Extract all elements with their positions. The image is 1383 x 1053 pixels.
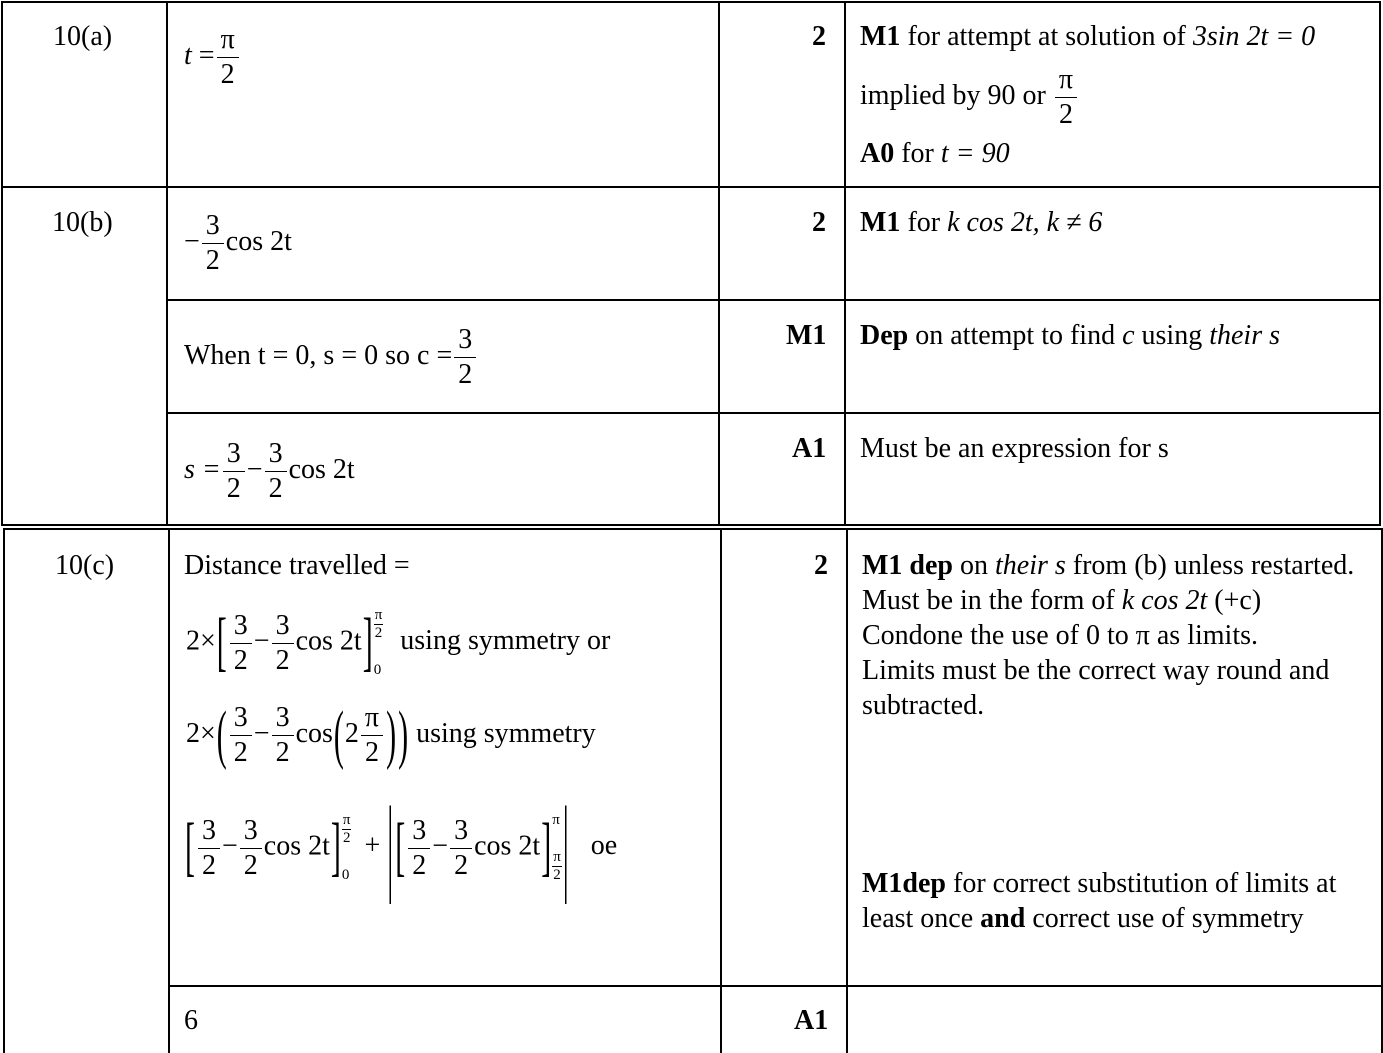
guidance-10a-line3: A0 for t = 90 xyxy=(860,138,1010,169)
marks-10b-row3: A1 xyxy=(792,433,827,464)
marks-10c-final: A1 xyxy=(794,1005,829,1036)
guidance-10c-block2: M1dep for correct substitution of limits at least once and correct use of symmetry xyxy=(862,868,1337,934)
row-divider-10a-10b xyxy=(1,186,1381,188)
table-border-mid-1 xyxy=(1,524,1381,526)
col-line-1-top xyxy=(166,1,168,526)
question-label-10b: 10(b) xyxy=(52,207,113,238)
col-line-3-top xyxy=(844,1,846,526)
guidance-10b-row1: M1 for k cos 2t, k ≠ 6 xyxy=(860,207,1103,238)
answer-10b-row2: When t = 0, s = 0 so c = $\frac{3}{2}$ xyxy=(184,326,478,389)
marks-10c: 2 xyxy=(814,550,828,581)
col-line-1-bottom xyxy=(168,528,170,1053)
col-line-left-top xyxy=(1,1,3,526)
col-line-2-top xyxy=(718,1,720,526)
marks-10a: 2 xyxy=(812,21,826,52)
guidance-10b-row3: Must be an expression for s xyxy=(860,433,1169,464)
answer-10a: t = $\frac{\pi}{2}$ xyxy=(184,26,241,89)
col-line-2-bottom xyxy=(720,528,722,1053)
question-label-10a: 10(a) xyxy=(53,21,113,52)
answer-10c-line1: Distance travelled = xyxy=(184,550,410,581)
guidance-10a-line2: implied by 90 or $\frac{\pi}{2}$ xyxy=(860,66,1079,129)
answer-10c-line2: 2×[ $\frac{3}{2}$ − $\frac{3}{2}$ cos 2t] π 2 0 using symmetry or xyxy=(186,605,611,679)
marks-10b-row2: M1 xyxy=(786,320,827,351)
answer-10b-row3: s = $\frac{3}{2}$ − $\frac{3}{2}$ cos 2t xyxy=(184,438,355,504)
row-divider-10b-1 xyxy=(167,299,1381,301)
answer-10c-final: 6 xyxy=(184,1005,198,1036)
row-divider-10c xyxy=(169,985,1383,987)
answer-10c-line3: 2×( $\frac{3}{2}$ − $\frac{3}{2}$ cos(2 $\frac{\pi}{2}$ )) using symmetry xyxy=(186,698,596,771)
row-divider-10b-2 xyxy=(167,412,1381,414)
guidance-10c-block1: M1 dep on their s from (b) unless restarted. Must be in the form of k cos 2t (+c) Condone the use of 0 to π as limits. Limits must be the correct way round and subtracted. xyxy=(862,550,1355,721)
question-label-10c: 10(c) xyxy=(55,550,115,581)
col-line-left-bottom xyxy=(3,528,5,1053)
table-border-top xyxy=(1,1,1381,3)
col-line-right-top xyxy=(1379,1,1381,526)
guidance-10b-row2: Dep on attempt to find c using their s xyxy=(860,320,1280,351)
answer-10b-row1: − $\frac{3}{2}$ cos 2t xyxy=(184,210,292,276)
guidance-10a-line1: M1 for attempt at solution of 3sin 2t = 0 xyxy=(860,21,1316,52)
marks-10b-row1: 2 xyxy=(812,207,826,238)
col-line-right-bottom xyxy=(1381,528,1383,1053)
answer-10c-line4: [ $\frac{3}{2}$ − $\frac{3}{2}$ cos 2t] π 2 0 + |[ $\frac{3}{2}$ − $\frac{3}{2}$ cos 2t] π π 2 | oe xyxy=(185,786,618,906)
table-border-mid-2 xyxy=(3,528,1383,530)
col-line-3-bottom xyxy=(846,528,848,1053)
